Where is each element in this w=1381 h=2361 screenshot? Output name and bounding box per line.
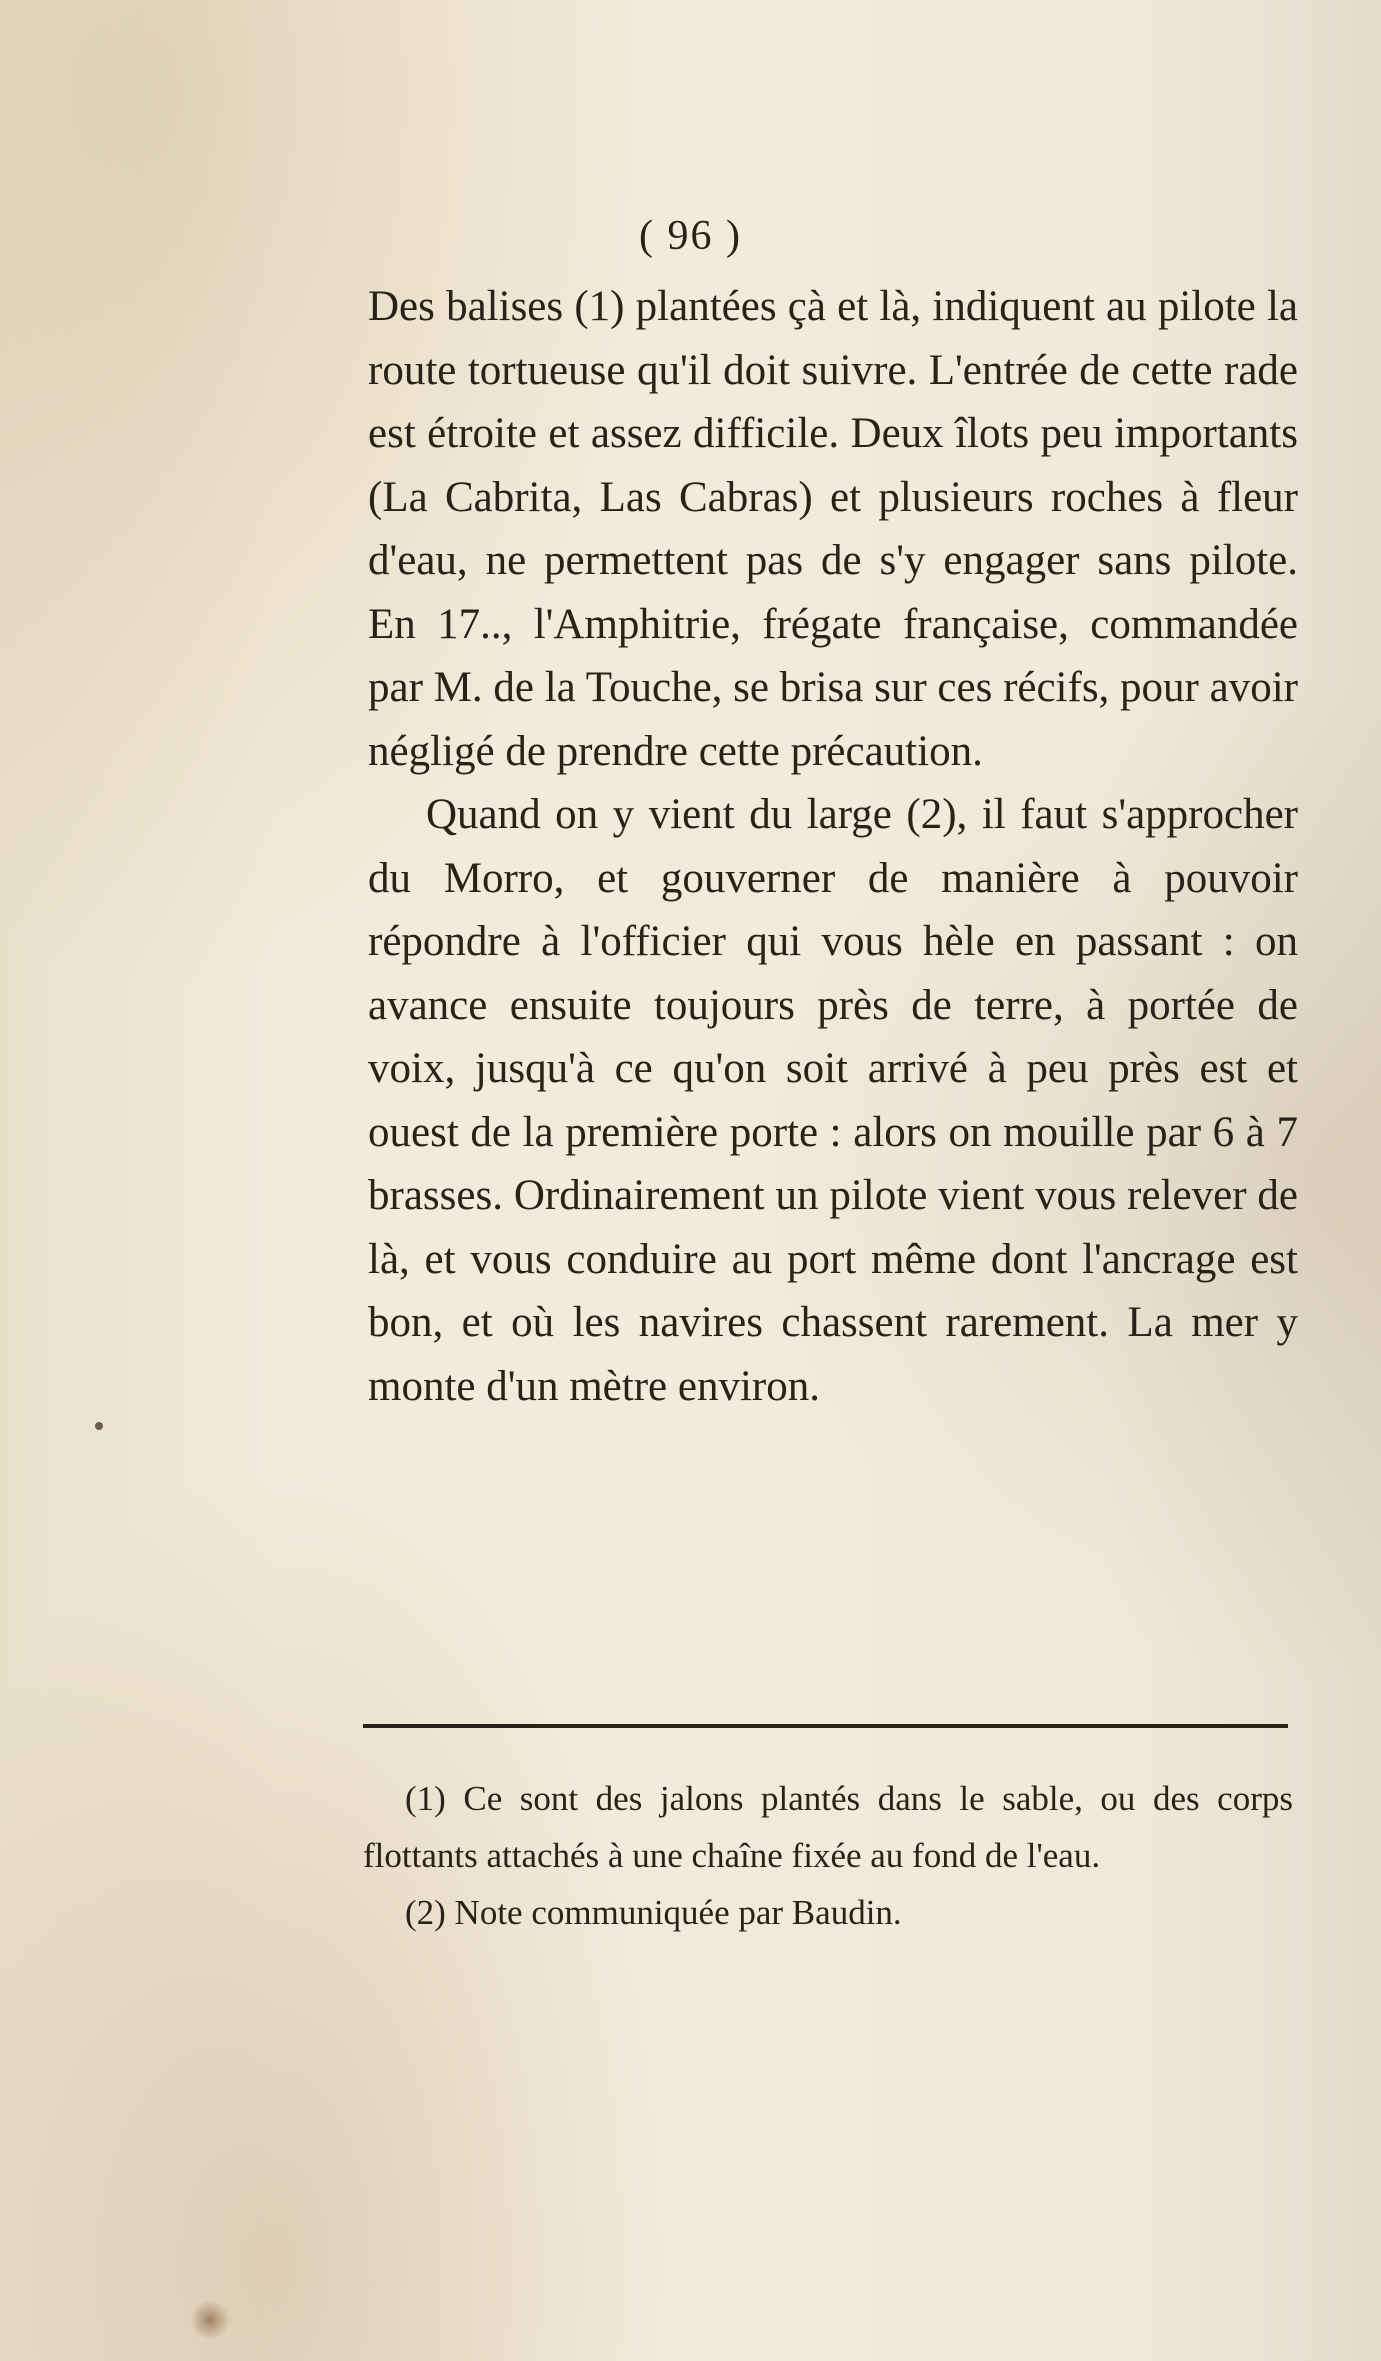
page-number: ( 96 ) [639,213,742,259]
paragraph-1: Des balises (1) plantées çà et là, indiquent au pilote la route tortueuse qu'il doit suivre. L'entrée de cette rade est étroite et assez difficile. Deux îlots peu importants (La Cabrita, Las Cabras) et plusieurs roches à fleur d'eau, ne permettent pas de s'y engager sans pilote. En 17.., l'Amphitrie, frégate française, commandée par M. de la Touche, se brisa sur ces récifs, pour avoir négligé de prendre cette précaution. [368,283,1298,775]
main-text [368,275,1298,1418]
footnote-divider [363,1724,1288,1728]
footnote-1: (1) Ce sont des jalons plantés dans le sable, ou des corps flottants attachés à une chaîne fixée au fond de l'eau. [363,1779,1293,1875]
speck [95,1422,103,1430]
paragraph-2: Quand on y vient du large (2), il faut s'approcher du Morro, et gouverner de manière à pouvoir répondre à l'officier qui vous hèle en passant : on avance ensuite toujours près de terre, à portée de voix, jusqu'à ce qu'on soit arrivé à peu près est et ouest de la première porte : alors on mouille par 6 à 7 brasses. Ordinairement un pilote vient vous relever de là, et vous conduire au port même dont l'ancrage est bon, et où les navires chassent rarement. La mer y monte d'un mètre environ. [368,791,1298,1410]
footnote-2: (2) Note communiquée par Baudin. [405,1893,902,1932]
ink-stain [190,2300,230,2340]
footnotes [363,1770,1293,1941]
